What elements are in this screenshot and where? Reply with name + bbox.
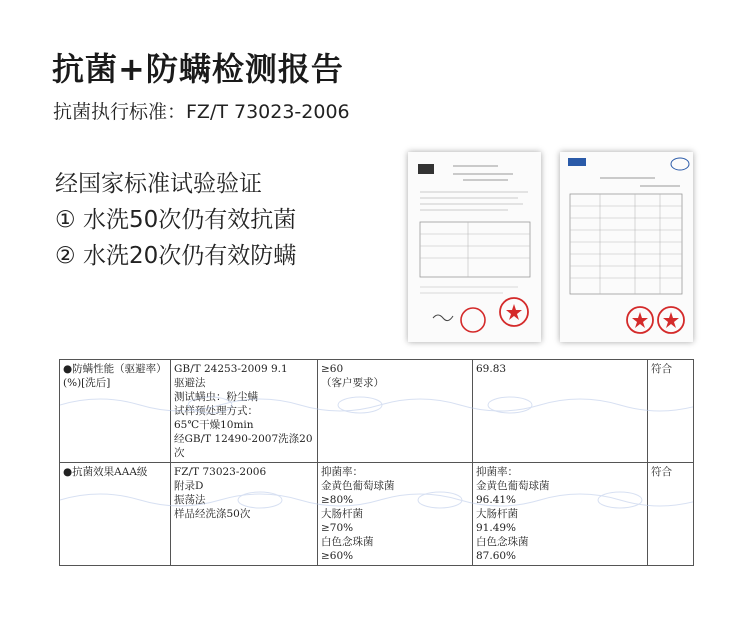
claim-marker: ② <box>55 243 76 269</box>
report-document-image <box>408 152 541 342</box>
claim-item <box>55 202 296 238</box>
report-document-thumbnail-1 <box>408 152 541 342</box>
test-results-table <box>59 359 694 566</box>
test-item-cell: ●抗菌效果AAA级 <box>60 463 171 566</box>
test-method-cell: GB/T 24253-2009 9.1 驱避法 测试螨虫：粉尘螨 试样预处理方式： 65℃干燥10min 经GB/T 12490-2007洗涤20次 <box>171 360 318 463</box>
requirement-cell: 抑菌率： 金黄色葡萄球菌 ≥80% 大肠杆菌 ≥70% 白色念珠菌 ≥60% <box>318 463 473 566</box>
verdict-cell: 符合 <box>648 463 694 566</box>
test-item-cell: ●防螨性能（驱避率）(%)[洗后] <box>60 360 171 463</box>
table-row <box>60 463 694 566</box>
claim-marker: ① <box>55 207 76 233</box>
standard-subtitle: 抗菌执行标准：FZ/T 73023-2006 <box>53 101 350 123</box>
claims-block <box>55 166 296 274</box>
page-title: 抗菌+防螨检测报告 <box>52 50 344 88</box>
claims-heading: 经国家标准试验验证 <box>55 171 262 197</box>
test-method-cell: FZ/T 73023-2006 附录D 振荡法 样品经洗涤50次 <box>171 463 318 566</box>
report-document-image <box>560 152 693 342</box>
report-document-thumbnail-2 <box>560 152 693 342</box>
claim-text: 水洗20次仍有效防螨 <box>83 243 297 269</box>
result-cell: 69.83 <box>473 360 648 463</box>
table-row <box>60 360 694 463</box>
claim-item <box>55 238 296 274</box>
result-cell: 抑菌率： 金黄色葡萄球菌 96.41% 大肠杆菌 91.49% 白色念珠菌 87.60% <box>473 463 648 566</box>
verdict-cell: 符合 <box>648 360 694 463</box>
claim-text: 水洗50次仍有效抗菌 <box>83 207 297 233</box>
requirement-cell: ≥60 （客户要求） <box>318 360 473 463</box>
